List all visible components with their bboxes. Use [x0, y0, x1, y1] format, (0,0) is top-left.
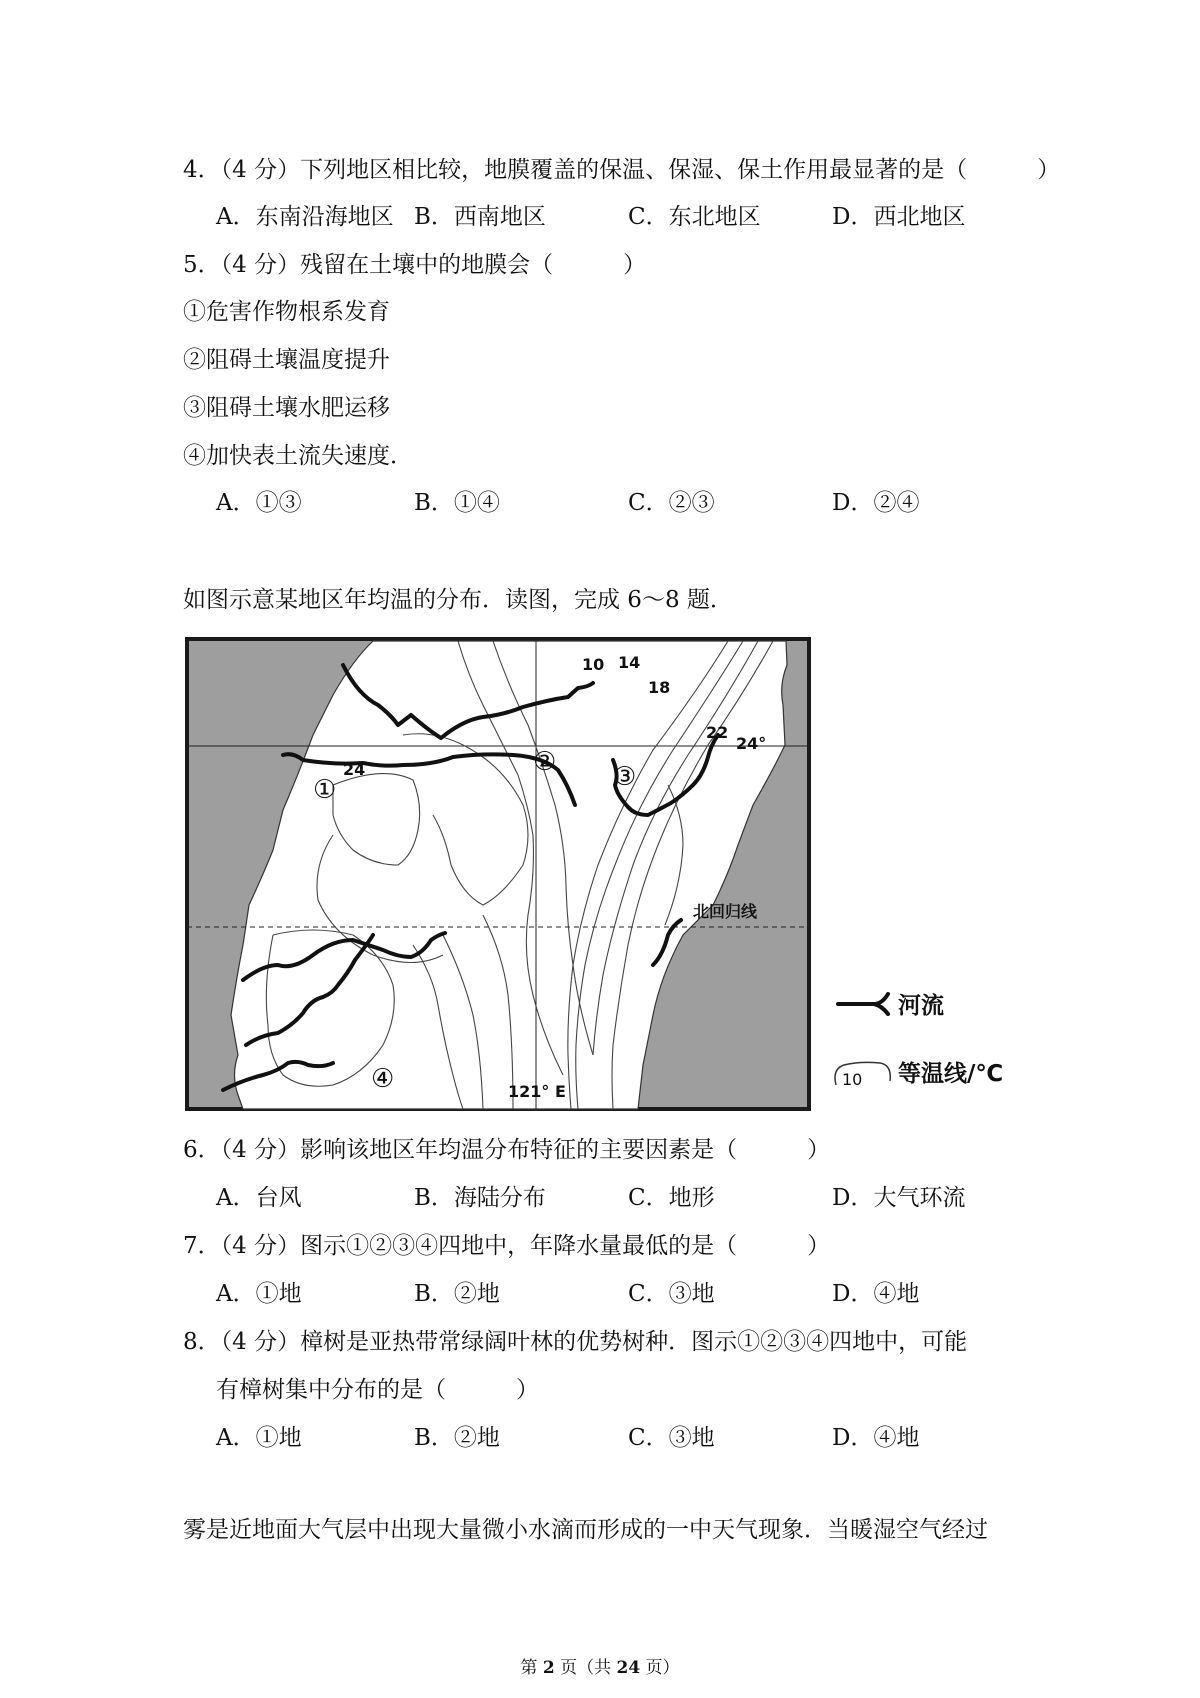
q6-option-c: C．地形 [628, 1185, 715, 1211]
footer-total: 24 [616, 1658, 641, 1678]
footer-mid: 页（共 [554, 1658, 617, 1678]
q7-option-c: C．③地 [628, 1281, 715, 1307]
next-passage: 雾是近地面大气层中出现大量微小水滴而形成的一中天气现象．当暖湿空气经过 [183, 1517, 988, 1543]
page-footer [0, 1653, 1200, 1678]
q7-option-b: B．②地 [414, 1281, 500, 1307]
q5-stem [183, 250, 646, 280]
q8-option-c: C．③地 [628, 1425, 715, 1451]
q6-option-d: D．大气环流 [832, 1185, 966, 1211]
legend-isotherm-label: 等温线/℃ [898, 1061, 1004, 1087]
footer-pre: 第 [520, 1658, 543, 1678]
q6-close: ） [807, 1137, 831, 1163]
q8-stem-line2 [216, 1375, 539, 1405]
q4-stem-text: 4．（4 分）下列地区相比较，地膜覆盖的保温、保湿、保土作用最显著的是（ [183, 157, 968, 183]
lat-label: 24° [736, 734, 767, 753]
q4-stem [183, 155, 1060, 185]
q4-option-a: A．东南沿海地区 [216, 204, 394, 230]
lon-label: 121° E [508, 1082, 566, 1101]
q5-option-d: D．②④ [832, 490, 920, 516]
tropic-label: 北回归线 [693, 902, 758, 921]
q5-option-b: B．①④ [414, 490, 500, 516]
q6-stem [183, 1135, 830, 1165]
q8-option-a: A．①地 [216, 1425, 302, 1451]
area-label-3: ③ [613, 762, 637, 792]
legend-isotherm-sample: 10 [842, 1070, 863, 1089]
area-label-1: ① [313, 775, 337, 805]
q4-option-c: C．东北地区 [628, 204, 761, 230]
q5-close: ） [623, 252, 647, 278]
isotherm-label-24: 24 [343, 760, 366, 779]
q8-stem-line1: 8．（4 分）樟树是亚热带常绿阔叶林的优势树种．图示①②③④四地中，可能 [183, 1329, 968, 1355]
footer-page: 2 [542, 1658, 555, 1678]
q7-stem [183, 1231, 830, 1261]
q7-option-d: D．④地 [832, 1281, 920, 1307]
legend-river-icon [836, 990, 892, 1016]
footer-post: 页） [640, 1658, 680, 1678]
q7-option-a: A．①地 [216, 1281, 302, 1307]
q8-stem-text: 有樟树集中分布的是（ [216, 1377, 446, 1403]
q4-option-b: B．西南地区 [414, 204, 546, 230]
q5-item-4: ④加快表土流失速度． [183, 443, 413, 469]
q7-stem-text: 7．（4 分）图示①②③④四地中，年降水量最低的是（ [183, 1233, 738, 1259]
legend-river-label: 河流 [898, 993, 944, 1019]
q7-close: ） [807, 1233, 831, 1259]
q5-item-3: ③阻碍土壤水肥运移 [183, 395, 390, 421]
area-label-4: ④ [371, 1064, 395, 1094]
isotherm-label-18: 18 [648, 678, 671, 697]
q8-option-d: D．④地 [832, 1425, 920, 1451]
q5-stem-text: 5．（4 分）残留在土壤中的地膜会（ [183, 252, 554, 278]
q4-close: ） [1037, 157, 1061, 183]
isotherm-label-10: 10 [582, 655, 605, 674]
q8-close: ） [516, 1377, 539, 1403]
q5-item-2: ②阻碍土壤温度提升 [183, 347, 390, 373]
isotherm-label-14: 14 [618, 653, 641, 672]
q6-option-a: A．台风 [216, 1185, 302, 1211]
q6-option-b: B．海陆分布 [414, 1185, 546, 1211]
isotherm-map [183, 635, 813, 1113]
isotherm-label-22: 22 [706, 723, 729, 742]
q4-option-d: D．西北地区 [832, 204, 966, 230]
q5-option-a: A．①③ [216, 490, 302, 516]
figure-intro: 如图示意某地区年均温的分布．读图，完成 6～8 题． [183, 587, 733, 613]
q6-stem-text: 6．（4 分）影响该地区年均温分布特征的主要因素是（ [183, 1137, 738, 1163]
legend-isotherm-icon [830, 1045, 894, 1089]
q5-option-c: C．②③ [628, 490, 715, 516]
area-label-2: ② [533, 747, 557, 777]
q8-option-b: B．②地 [414, 1425, 500, 1451]
q5-item-1: ①危害作物根系发育 [183, 299, 390, 325]
